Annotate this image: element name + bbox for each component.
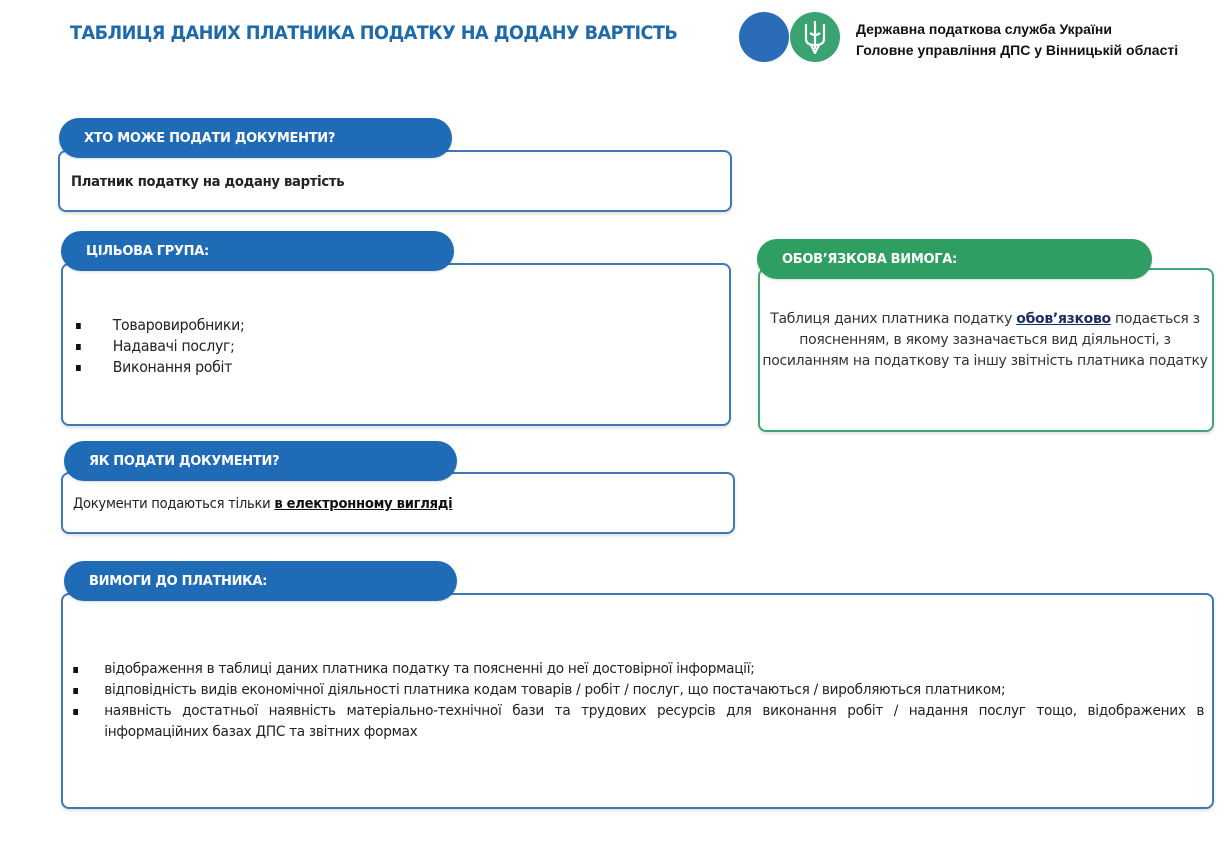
mandatory-text: [762, 309, 1208, 372]
mandatory-text-end: подається з поясненням, в якому зазначається вид діяльності, з посиланням на податкову та іншу звітність платника податку: [762, 311, 1208, 369]
how-emphasis: в електронному вигляді: [274, 496, 453, 512]
requirements-heading: ВИМОГИ ДО ПЛАТНИКА:: [64, 561, 457, 601]
how-heading: ЯК ПОДАТИ ДОКУМЕНТИ?: [64, 441, 457, 481]
how-text: [73, 496, 452, 512]
logo-blue-circle: [739, 12, 789, 62]
list-item: Надавачі послуг;: [61, 336, 437, 357]
mandatory-heading: ОБОВ’ЯЗКОВА ВИМОГА:: [757, 239, 1152, 279]
trident-icon: [802, 19, 828, 55]
list-item: відповідність видів економічної діяльності платника кодам товарів / робіт / послуг, що постачаються / виробляються платником;: [62, 680, 1204, 701]
target-list: [61, 315, 437, 378]
trident-emblem-icon: [790, 12, 840, 62]
list-item: наявність достатньої наявність матеріально-технічної бази та трудових ресурсів для виконання робіт / надання послуг тощо, відображених в інформаційних базах ДПС та звітних формах: [62, 701, 1204, 743]
list-item: Товаровиробники;: [61, 315, 437, 336]
mandatory-emphasis: обов’язково: [1016, 311, 1111, 327]
org-line-2: Головне управління ДПС у Вінницькій області: [856, 42, 1179, 58]
mandatory-text-start: Таблиця даних платника податку: [770, 311, 1017, 327]
who-text: Платник податку на додану вартість: [71, 174, 345, 190]
organization-name: [856, 19, 1178, 61]
page-title: ТАБЛИЦЯ ДАНИХ ПЛАТНИКА ПОДАТКУ НА ДОДАНУ ВАРТІСТЬ: [70, 22, 678, 44]
target-heading: ЦІЛЬОВА ГРУПА:: [61, 231, 454, 271]
list-item: Виконання робіт: [61, 357, 437, 378]
org-line-1: Державна податкова служба України: [856, 21, 1112, 37]
who-heading: ХТО МОЖЕ ПОДАТИ ДОКУМЕНТИ?: [59, 118, 452, 158]
requirements-list: [62, 659, 1204, 743]
list-item: відображення в таблиці даних платника податку та поясненні до неї достовірної інформації;: [62, 659, 1204, 680]
how-text-start: Документи подаються тільки: [73, 496, 275, 512]
